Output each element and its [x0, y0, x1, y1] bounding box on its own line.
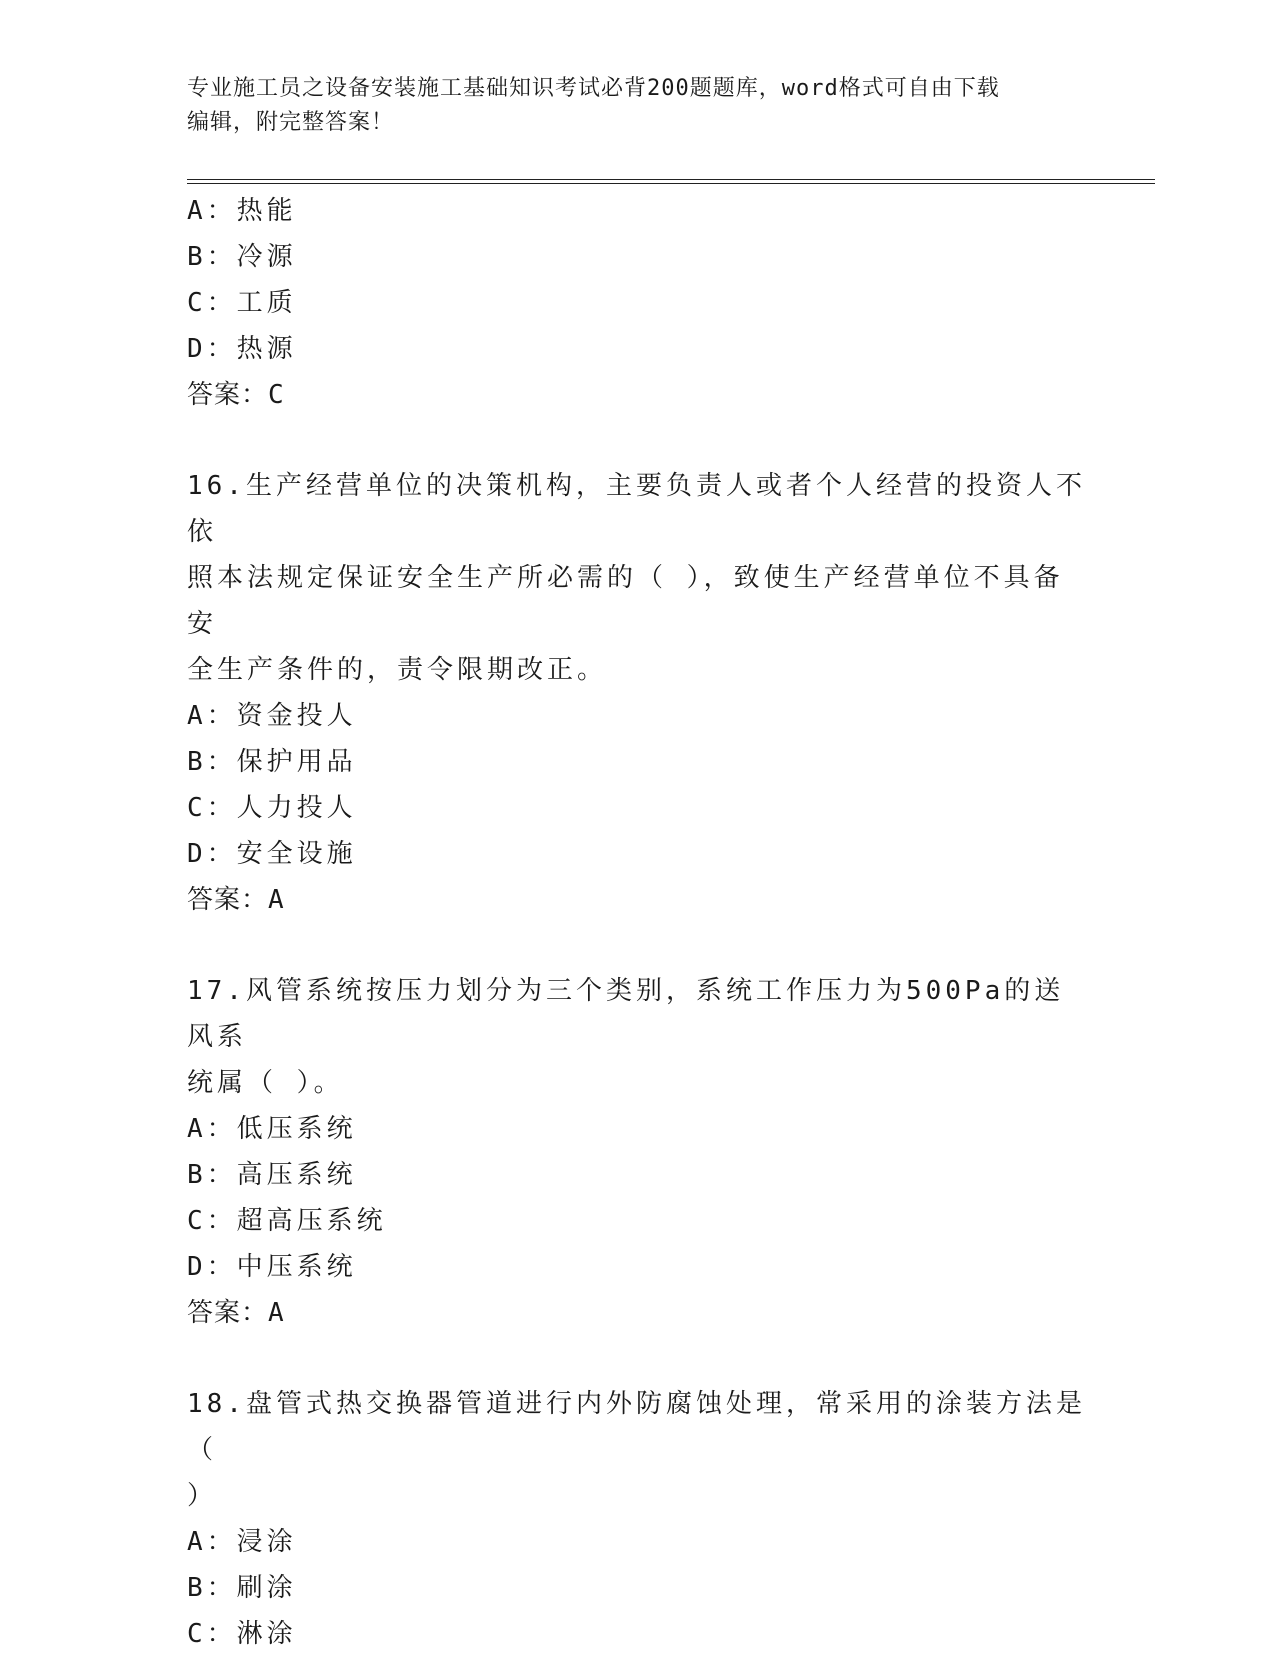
option-d: D：中压系统: [187, 1252, 357, 1282]
question-17: [187, 968, 1087, 1336]
answer: [187, 877, 1087, 923]
answer-label: 答案：: [187, 885, 269, 915]
option-c: C：工质: [187, 288, 297, 318]
answer-label: 答案：: [187, 1298, 269, 1328]
question-content: [187, 188, 1087, 1657]
question-stem: [187, 968, 1087, 1106]
question-stem: [187, 1381, 1087, 1519]
stem-line: 18.盘管式热交换器管道进行内外防腐蚀处理，常采用的涂装方法是（: [187, 1389, 1086, 1465]
option-c: C：超高压系统: [187, 1206, 387, 1236]
stem-line: 16.生产经营单位的决策机构，主要负责人或者个人经营的投资人不依: [187, 471, 1086, 547]
option-b: B：冷源: [187, 242, 297, 272]
answer-label: 答案：: [187, 380, 269, 410]
answer-value: A: [268, 885, 285, 915]
option-c: C：淋涂: [187, 1619, 297, 1649]
option-a: A：低压系统: [187, 1114, 357, 1144]
stem-line: 17.风管系统按压力划分为三个类别，系统工作压力为500Pa的送风系: [187, 976, 1065, 1052]
question-16: [187, 463, 1087, 923]
stem-line: 统属（ ）。: [187, 1068, 344, 1098]
option-b: B：保护用品: [187, 747, 357, 777]
option-a: A：热能: [187, 196, 297, 226]
option-a: A：浸涂: [187, 1527, 297, 1557]
option-a: A：资金投人: [187, 701, 357, 731]
header-line-2: 编辑，附完整答案！: [187, 110, 395, 135]
answer-value: A: [268, 1298, 285, 1328]
answer-value: C: [268, 380, 285, 410]
option-d: D：安全设施: [187, 839, 357, 869]
stem-line: 照本法规定保证安全生产所必需的（ ），致使生产经营单位不具备安: [187, 563, 1064, 639]
header-divider-bottom: [187, 183, 1155, 184]
question-15: [187, 188, 1087, 418]
option-b: B：高压系统: [187, 1160, 357, 1190]
option-b: B：刷涂: [187, 1573, 297, 1603]
header-divider-top: [187, 179, 1155, 180]
option-c: C：人力投人: [187, 793, 357, 823]
answer: [187, 372, 1087, 418]
stem-line: 全生产条件的，责令限期改正。: [187, 655, 608, 685]
document-header: [187, 72, 1087, 140]
header-line-1: 专业施工员之设备安装施工基础知识考试必背200题题库，word格式可自由下载: [187, 76, 1000, 101]
option-d: D：热源: [187, 334, 297, 364]
stem-line: ）: [187, 1481, 218, 1511]
question-stem: [187, 463, 1087, 693]
question-18: [187, 1381, 1087, 1657]
answer: [187, 1290, 1087, 1336]
